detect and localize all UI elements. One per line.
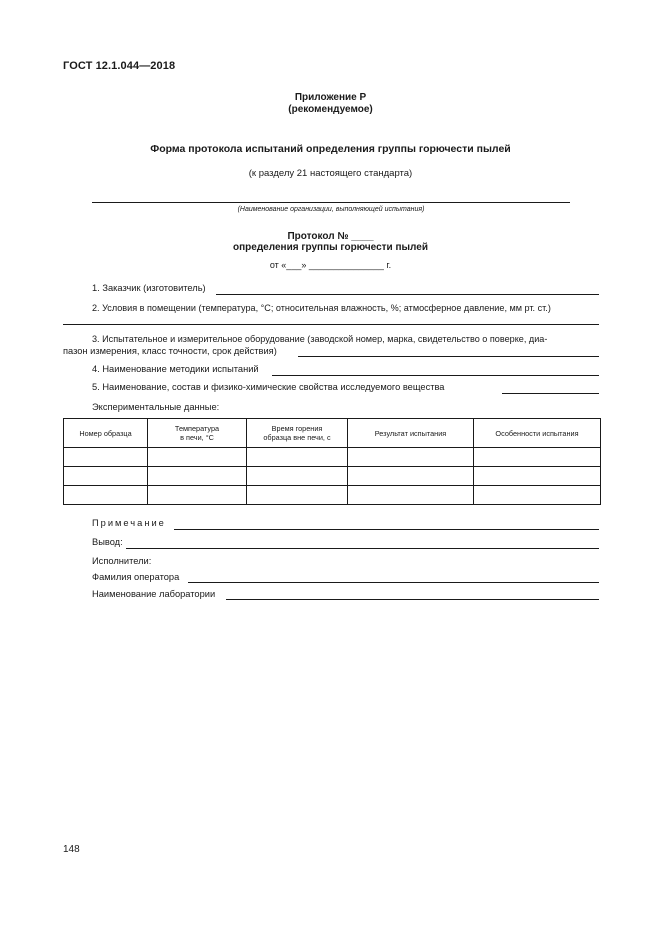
header-text: образца вне печи, с xyxy=(263,433,331,442)
table-header-row xyxy=(64,419,601,448)
note-label: Примечание xyxy=(92,518,166,528)
conclusion-field[interactable] xyxy=(126,548,599,549)
appendix-title: Приложение Р xyxy=(294,92,367,103)
customer-field[interactable] xyxy=(216,294,599,295)
protocol-title: Протокол № ____ xyxy=(287,231,374,242)
header-text: Температура xyxy=(174,424,220,433)
table-cell[interactable] xyxy=(148,467,247,486)
organization-line[interactable] xyxy=(92,202,570,203)
header-text: Особенности испытания xyxy=(495,428,579,438)
substance-label: 5. Наименование, состав и физико-химические свойства исследуемого вещества xyxy=(92,382,445,392)
customer-label: 1. Заказчик (изготовитель) xyxy=(92,283,206,293)
conclusion-label: Вывод: xyxy=(92,537,123,547)
table-cell[interactable] xyxy=(474,486,601,505)
header-text: в печи, °С xyxy=(180,433,214,442)
organization-caption: (Наименование организации, выполняющей испытания) xyxy=(237,206,425,213)
table-cell[interactable] xyxy=(148,486,247,505)
standard-header: ГОСТ 12.1.044—2018 xyxy=(63,60,176,72)
header-temperature xyxy=(148,419,247,448)
header-text: Номер образца xyxy=(79,428,132,438)
section-reference: (к разделу 21 настоящего стандарта) xyxy=(248,168,413,179)
lab-field[interactable] xyxy=(226,599,599,600)
table-cell[interactable] xyxy=(247,486,348,505)
table-cell[interactable] xyxy=(64,467,148,486)
experimental-data-label: Экспериментальные данные: xyxy=(92,402,220,412)
lab-label: Наименование лаборатории xyxy=(92,589,216,599)
note-field[interactable] xyxy=(174,529,599,530)
method-field[interactable] xyxy=(272,375,599,376)
equipment-field[interactable] xyxy=(298,356,599,357)
experimental-data-table xyxy=(63,418,601,505)
table-row xyxy=(64,448,601,467)
substance-field[interactable] xyxy=(502,393,599,394)
page-number: 148 xyxy=(63,844,80,855)
method-label: 4. Наименование методики испытаний xyxy=(92,364,259,374)
table-cell[interactable] xyxy=(247,448,348,467)
equipment-label-2: пазон измерения, класс точности, срок действия) xyxy=(63,346,277,356)
table-cell[interactable] xyxy=(64,486,148,505)
protocol-date-line[interactable]: от «___» _______________ г. xyxy=(269,260,392,270)
header-test-features xyxy=(474,419,601,448)
header-test-result xyxy=(348,419,474,448)
table-cell[interactable] xyxy=(247,467,348,486)
conditions-label: 2. Условия в помещении (температура, °С; относительная влажность, %; атмосферное давление, мм рт. ст.) xyxy=(92,303,551,313)
table-cell[interactable] xyxy=(348,448,474,467)
operator-label: Фамилия оператора xyxy=(92,572,180,582)
equipment-label-1: 3. Испытательное и измерительное оборудование (заводской номер, марка, свидетельство о поверке, диа- xyxy=(92,334,548,344)
table-cell[interactable] xyxy=(64,448,148,467)
appendix-status: (рекомендуемое) xyxy=(288,104,373,115)
table-cell[interactable] xyxy=(474,448,601,467)
header-sample-number xyxy=(64,419,148,448)
header-text: Результат испытания xyxy=(374,428,447,438)
table-cell[interactable] xyxy=(348,486,474,505)
table-cell[interactable] xyxy=(474,467,601,486)
performers-label: Исполнители: xyxy=(92,556,152,566)
protocol-subtitle: определения группы горючести пылей xyxy=(233,242,428,253)
table-row xyxy=(64,467,601,486)
operator-field[interactable] xyxy=(188,582,599,583)
form-title: Форма протокола испытаний определения группы горючести пылей xyxy=(150,143,511,155)
header-text: Время горения xyxy=(271,424,323,433)
table-cell[interactable] xyxy=(148,448,247,467)
header-burning-time xyxy=(247,419,348,448)
table-cell[interactable] xyxy=(348,467,474,486)
conditions-field[interactable] xyxy=(63,324,599,325)
table-row xyxy=(64,486,601,505)
